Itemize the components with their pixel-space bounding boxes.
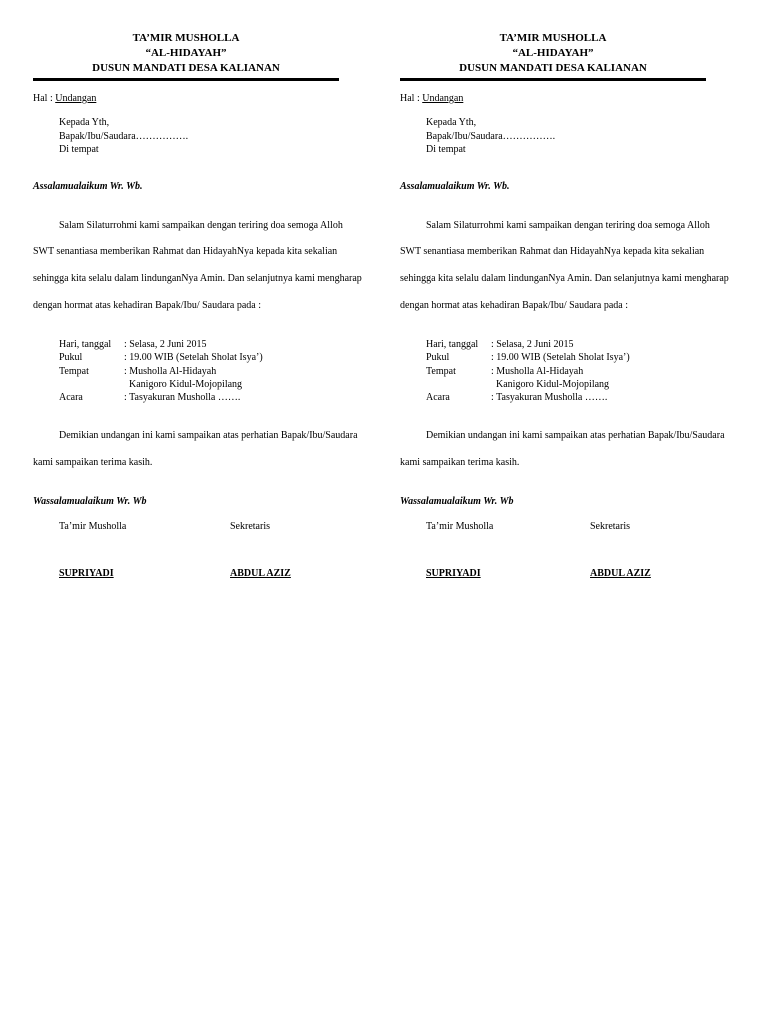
detail-row-event (426, 391, 740, 404)
opening-greeting: Assalamualaikum Wr. Wb. (400, 181, 510, 193)
detail-label: Hari, tanggal (426, 339, 479, 351)
signer-name-secretary: ABDUL AZIZ (230, 568, 291, 580)
event-details (400, 338, 740, 404)
detail-value: : 19.00 WIB (Setelah Sholat Isya’) (124, 352, 263, 364)
closing-line-1: Demikian undangan ini kami sampaikan atas perhatian Bapak/Ibu/Saudara (59, 429, 358, 441)
signer-titles (400, 520, 740, 534)
recipient-line-2: Bapak/Ibu/Saudara……………. (426, 130, 556, 142)
body-line-3: sehingga kita selalu dalam lindunganNya Amin. Dan selanjutnya kami mengharap (400, 272, 729, 284)
signer-name-chairman: SUPRIYADI (59, 568, 114, 580)
body-line-4: dengan hormat atas kehadiran Bapak/Ibu/ Saudara pada : (400, 299, 628, 311)
letterhead (33, 31, 339, 76)
subject-line (33, 92, 373, 105)
detail-label: Tempat (426, 365, 456, 377)
letterhead-address: DUSUN MANDATI DESA KALIANAN (459, 62, 647, 74)
signer-title-chairman: Ta’mir Musholla (59, 521, 127, 533)
signer-name-chairman: SUPRIYADI (426, 568, 481, 580)
body-paragraph (400, 205, 740, 325)
recipient-line-1: Kepada Yth, (426, 117, 477, 129)
detail-row-place (426, 365, 740, 378)
signer-title-secretary: Sekretaris (230, 521, 270, 533)
closing-line-2: kami sampaikan terima kasih. (400, 456, 520, 468)
closing-paragraph (33, 416, 373, 482)
detail-row-day (426, 338, 740, 351)
letterhead (400, 31, 706, 76)
signer-title-chairman: Ta’mir Musholla (426, 521, 494, 533)
detail-label: Tempat (59, 365, 89, 377)
signer-titles (33, 520, 373, 534)
body-line-1: Salam Silaturrohmi kami sampaikan dengan teriring doa semoga Alloh (59, 219, 343, 231)
closing-line-1: Demikian undangan ini kami sampaikan atas perhatian Bapak/Ibu/Saudara (426, 429, 725, 441)
subject-label: Hal : (400, 93, 423, 104)
header-rule (33, 78, 339, 81)
letterhead-org: TA’MIR MUSHOLLA (132, 32, 240, 44)
recipient-line-3: Di tempat (59, 143, 99, 155)
detail-value: : Selasa, 2 Juni 2015 (491, 339, 574, 351)
opening-greeting: Assalamualaikum Wr. Wb. (33, 181, 143, 193)
detail-row-time (59, 351, 373, 364)
detail-label: Hari, tanggal (59, 339, 112, 351)
detail-value: : Musholla Al-Hidayah (491, 365, 584, 377)
detail-place-continued: Kanigoro Kidul-Mojopilang (496, 379, 610, 391)
letterhead-name: “AL-HIDAYAH” (145, 47, 227, 59)
subject-value: Undangan (422, 93, 464, 104)
recipient-block (400, 116, 740, 156)
signer-name-secretary: ABDUL AZIZ (590, 568, 651, 580)
body-paragraph (33, 205, 373, 325)
body-line-2: SWT senantiasa memberikan Rahmat dan HidayahNya kepada kita sekalian (400, 246, 705, 258)
body-line-3: sehingga kita selalu dalam lindunganNya Amin. Dan selanjutnya kami mengharap (33, 272, 362, 284)
subject-line (400, 92, 740, 105)
detail-row-day (59, 338, 373, 351)
body-line-4: dengan hormat atas kehadiran Bapak/Ibu/ Saudara pada : (33, 299, 261, 311)
recipient-line-3: Di tempat (426, 143, 466, 155)
letterhead-org: TA’MIR MUSHOLLA (499, 32, 607, 44)
recipient-line-1: Kepada Yth, (59, 117, 110, 129)
recipient-block (33, 116, 373, 156)
closing-line-2: kami sampaikan terima kasih. (33, 456, 153, 468)
letter-left (33, 31, 373, 581)
detail-place-continued: Kanigoro Kidul-Mojopilang (129, 379, 243, 391)
closing-paragraph (400, 416, 740, 482)
closing-greeting: Wassalamualaikum Wr. Wb (33, 496, 147, 508)
signer-names (400, 567, 740, 581)
letterhead-address: DUSUN MANDATI DESA KALIANAN (92, 62, 280, 74)
closing-greeting: Wassalamualaikum Wr. Wb (400, 496, 514, 508)
letter-right (400, 31, 740, 581)
detail-label: Acara (426, 392, 450, 404)
detail-value: : Musholla Al-Hidayah (124, 365, 217, 377)
subject-value: Undangan (55, 93, 97, 104)
body-line-2: SWT senantiasa memberikan Rahmat dan HidayahNya kepada kita sekalian (33, 246, 338, 258)
detail-label: Pukul (59, 352, 83, 364)
subject-label: Hal : (33, 93, 56, 104)
signer-title-secretary: Sekretaris (590, 521, 630, 533)
detail-label: Acara (59, 392, 83, 404)
detail-value: : Tasyakuran Musholla ……. (124, 392, 241, 404)
detail-row-time (426, 351, 740, 364)
event-details (33, 338, 373, 404)
detail-row-event (59, 391, 373, 404)
header-rule (400, 78, 706, 81)
recipient-line-2: Bapak/Ibu/Saudara……………. (59, 130, 189, 142)
signer-names (33, 567, 373, 581)
detail-value: : 19.00 WIB (Setelah Sholat Isya’) (491, 352, 630, 364)
detail-row-place (59, 365, 373, 378)
detail-value: : Tasyakuran Musholla ……. (491, 392, 608, 404)
detail-label: Pukul (426, 352, 450, 364)
body-line-1: Salam Silaturrohmi kami sampaikan dengan teriring doa semoga Alloh (426, 219, 710, 231)
letterhead-name: “AL-HIDAYAH” (512, 47, 594, 59)
detail-value: : Selasa, 2 Juni 2015 (124, 339, 207, 351)
